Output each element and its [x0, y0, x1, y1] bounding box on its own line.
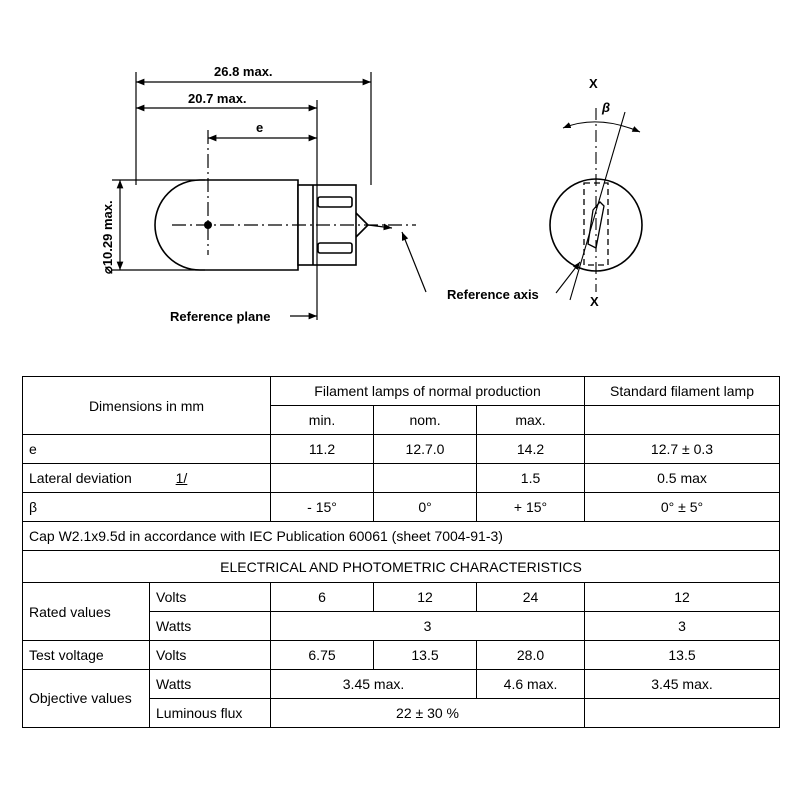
table-row [23, 522, 780, 551]
beta-max: + 15° [477, 493, 585, 522]
rated-volts-12: 12 [374, 583, 477, 612]
rated-watts-standard: 3 [585, 612, 780, 641]
nom-header: nom. [374, 406, 477, 435]
e-min: 11.2 [271, 435, 374, 464]
beta-nom: 0° [374, 493, 477, 522]
objective-watts-b: 4.6 max. [477, 670, 585, 699]
lamp-end-view [550, 108, 642, 300]
diameter-label: ⌀10.29 max. [100, 200, 115, 274]
test-voltage-28: 28.0 [477, 641, 585, 670]
objective-values-label: Objective values [23, 670, 150, 728]
test-voltage-13-5: 13.5 [374, 641, 477, 670]
lamp-dimension-drawing [0, 0, 800, 370]
rated-volts-standard: 12 [585, 583, 780, 612]
min-header: min. [271, 406, 374, 435]
rated-volts-label: Volts [150, 583, 271, 612]
standard-empty-cell [585, 406, 780, 435]
rated-volts-6: 6 [271, 583, 374, 612]
axis-x-bottom-label: X [590, 294, 599, 309]
max-header: max. [477, 406, 585, 435]
footnote-ref: 1/ [175, 470, 188, 486]
beta-min: - 15° [271, 493, 374, 522]
rated-volts-24: 24 [477, 583, 585, 612]
section-row [23, 551, 780, 583]
body-length-label: 20.7 max. [188, 91, 247, 106]
lateral-deviation-label: Lateral deviation [29, 470, 132, 486]
luminous-flux: 22 ± 30 % [271, 699, 585, 728]
beta-standard: 0° ± 5° [585, 493, 780, 522]
table-row [23, 435, 780, 464]
e-max: 14.2 [477, 435, 585, 464]
objective-watts-label: Watts [150, 670, 271, 699]
rated-watts-label: Watts [150, 612, 271, 641]
e-label: e [23, 435, 271, 464]
lateral-max: 1.5 [477, 464, 585, 493]
overall-length-label: 26.8 max. [214, 64, 273, 79]
beta-angle-label: β [602, 100, 611, 115]
table-row [23, 583, 780, 612]
lateral-nom [374, 464, 477, 493]
e-dimension-label: e [256, 120, 264, 135]
standard-lamp-header: Standard filament lamp [585, 377, 780, 406]
lamp-side-view [155, 180, 368, 270]
reference-axis-label: Reference axis [447, 287, 539, 302]
beta-label: β [23, 493, 271, 522]
luminous-flux-label: Luminous flux [150, 699, 271, 728]
objective-watts-a: 3.45 max. [271, 670, 477, 699]
test-voltage-label: Test voltage [23, 641, 150, 670]
table-row [23, 493, 780, 522]
lateral-deviation-cell [23, 464, 271, 493]
axis-x-top-label: X [589, 76, 598, 91]
normal-production-header: Filament lamps of normal production [271, 377, 585, 406]
dimensions-header: Dimensions in mm [23, 377, 271, 435]
lateral-min [271, 464, 374, 493]
luminous-flux-standard [585, 699, 780, 728]
e-nom: 12.7.0 [374, 435, 477, 464]
test-voltage-standard: 13.5 [585, 641, 780, 670]
section-title: ELECTRICAL AND PHOTOMETRIC CHARACTERISTICS [23, 551, 780, 583]
specification-table [22, 376, 780, 728]
rated-values-label: Rated values [23, 583, 150, 641]
table-row [23, 641, 780, 670]
test-voltage-6-75: 6.75 [271, 641, 374, 670]
objective-watts-standard: 3.45 max. [585, 670, 780, 699]
rated-watts: 3 [271, 612, 585, 641]
table-row [23, 670, 780, 699]
reference-plane-label: Reference plane [170, 309, 271, 324]
test-voltage-unit: Volts [150, 641, 271, 670]
e-standard: 12.7 ± 0.3 [585, 435, 780, 464]
header-row [23, 377, 780, 406]
lateral-standard: 0.5 max [585, 464, 780, 493]
table-row [23, 464, 780, 493]
cap-note: Cap W2.1x9.5d in accordance with IEC Publication 60061 (sheet 7004-91-3) [23, 522, 780, 551]
